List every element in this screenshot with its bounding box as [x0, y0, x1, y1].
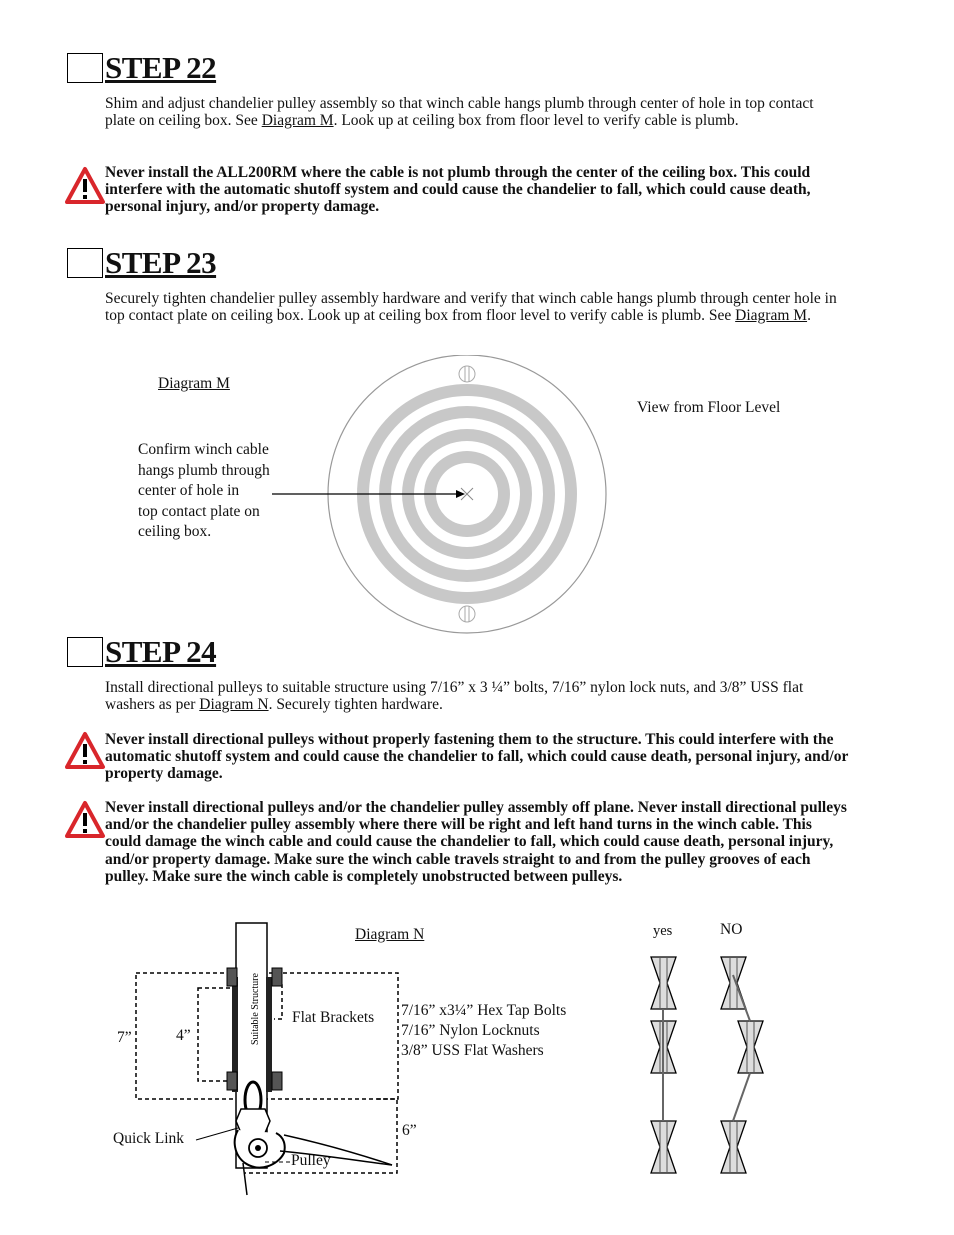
step24-checkbox[interactable]	[67, 637, 103, 667]
step24-title: STEP 24	[105, 634, 217, 669]
step23-title: STEP 23	[105, 245, 217, 280]
pulley-label: Pulley	[291, 1152, 331, 1169]
step22-checkbox[interactable]	[67, 53, 103, 83]
bottom-screw-icon	[459, 606, 475, 622]
pulley-icon	[651, 957, 676, 1009]
step24-warning-1: Never install directional pulleys without properly fastening them to the structure. This could interfere with the automatic shutoff system and could cause the chandelier to fall, which could cause death, personal injury, and/or property damage.	[105, 731, 849, 783]
step24-warning-2: Never install directional pulleys and/or the chandelier pulley assembly off plane. Never install directional pulleys and/or the chandelier pulley assembly where there will be right and left hand turns in the winch cable. This could damage the winch cable and could cause the chandelier to fall, which could cause death, personal injury, and/or property damage. Make sure the winch cable travels straight to and from the pulley grooves of each pulley. Make sure the winch cable is completely unobstructed between pulleys.	[105, 799, 847, 885]
diagram-n-ref: Diagram N	[199, 696, 269, 713]
quick-link-label: Quick Link	[113, 1130, 185, 1147]
warning-triangle-icon	[64, 731, 106, 771]
pulley-icon	[651, 1121, 676, 1173]
hardware-list: 7/16” x3¼” Hex Tap Bolts 7/16” Nylon Locknuts 3/8” USS Flat Washers	[401, 1002, 567, 1059]
dimension-6-label: 6”	[402, 1122, 417, 1139]
dimension-7-label: 7”	[117, 1029, 132, 1046]
diagram-m-ref: Diagram M	[735, 307, 808, 324]
pulley-icon	[721, 1121, 746, 1173]
step23-body: Securely tighten chandelier pulley assembly hardware and verify that winch cable hangs plumb through center hole in top contact plate on ceiling box. Look up at ceiling box from floor level to verify cable is plumb. See Diagram M.	[105, 290, 837, 324]
diagram-n-title: Diagram N	[355, 926, 425, 943]
dimension-4-label: 4”	[176, 1027, 191, 1044]
diagram-m-ref: Diagram M	[261, 112, 334, 129]
view-from-floor-label: View from Floor Level	[637, 399, 781, 416]
flat-brackets-label: Flat Brackets	[292, 1009, 375, 1026]
yes-label: yes	[653, 923, 673, 939]
no-label: NO	[720, 921, 743, 938]
warning-triangle-icon	[64, 800, 106, 840]
warning-triangle-icon	[64, 166, 106, 206]
step22-body: Shim and adjust chandelier pulley assembly so that winch cable hangs plumb through center of hole in top contact plate on ceiling box. See Diagram M. Look up at ceiling box from floor level to verify cable is plumb.	[105, 95, 814, 129]
pulley-icon	[738, 1021, 763, 1073]
step22-title: STEP 22	[105, 50, 217, 85]
ceiling-box-diagram	[260, 355, 620, 635]
step24-body: Install directional pulleys to suitable structure using 7/16” x 3 ¼” bolts, 7/16” nylon lock nuts, and 3/8” USS flat washers as per Diagram N. Securely tighten hardware.	[105, 679, 804, 713]
pulley-mount-diagram	[100, 915, 410, 1200]
pulley-alignment-diagram	[640, 945, 780, 1180]
top-screw-icon	[459, 366, 475, 382]
step22-warning: Never install the ALL200RM where the cable is not plumb through the center of the ceiling box. This could interfere with the automatic shutoff system and could cause the chandelier to fall, which could cause death, personal injury, and/or property damage.	[105, 164, 811, 216]
diagram-m-callout: Confirm winch cable hangs plumb through center of hole in top contact plate on ceiling box.	[138, 441, 270, 541]
suitable-structure-label: Suitable Structure	[250, 973, 261, 1045]
diagram-m-title: Diagram M	[158, 375, 230, 392]
step23-checkbox[interactable]	[67, 248, 103, 278]
